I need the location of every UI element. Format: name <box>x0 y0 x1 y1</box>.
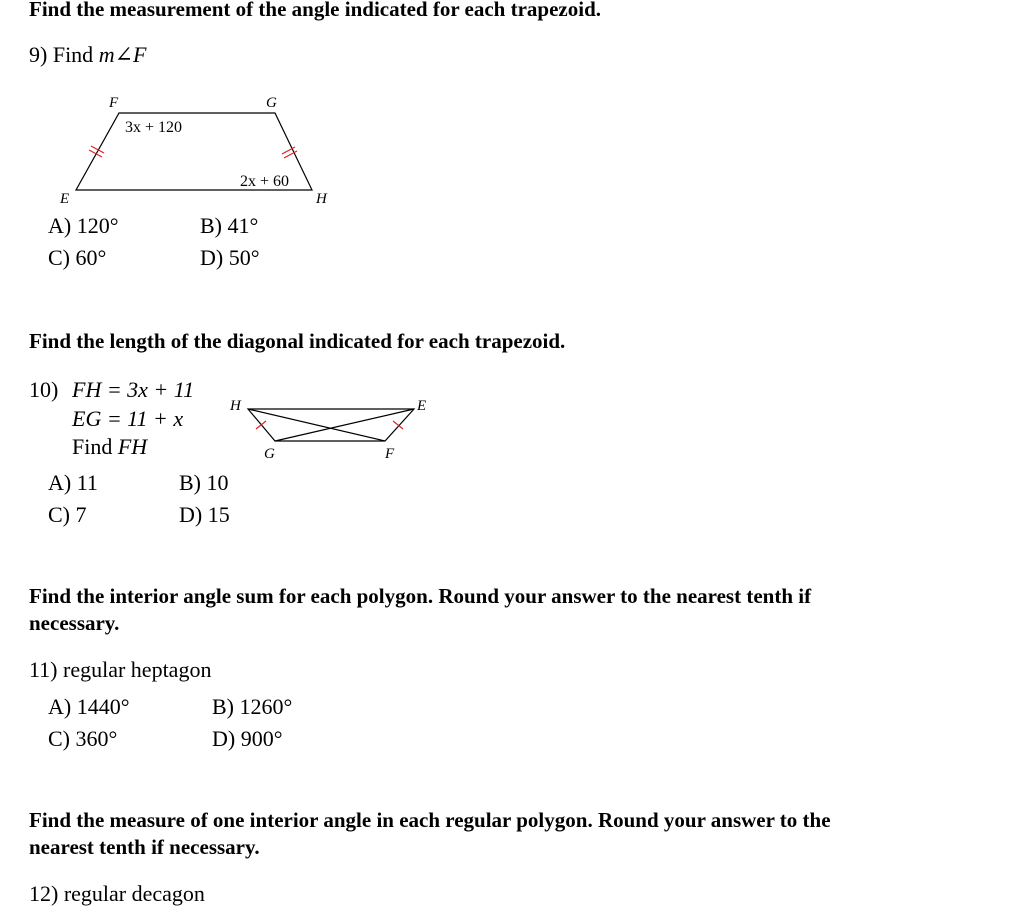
trapezoid-shape <box>248 409 414 441</box>
choice-c: C) 360° <box>48 726 118 751</box>
vertex-label-h: H <box>230 398 241 414</box>
choice-b: B) 41° <box>200 213 259 238</box>
vertex-label-g: G <box>266 95 277 111</box>
section-heading-angle-trapezoid: Find the measurement of the angle indicated for each trapezoid. <box>29 0 601 21</box>
section-heading-one-interior-angle: Find the measure of one interior angle in each regular polygon. Round your answer to the <box>29 808 831 832</box>
choice-a: A) 1440° <box>48 694 130 719</box>
section-heading-interior-sum-line2: necessary. <box>29 611 120 635</box>
vertex-label-e: E <box>60 191 70 207</box>
choice-c: C) 7 <box>48 502 87 527</box>
prompt-text: Find <box>52 42 99 67</box>
choice-b: B) 10 <box>179 470 229 495</box>
trapezoid-figure-hegf <box>0 0 460 470</box>
choice-d: D) 50° <box>200 245 260 270</box>
prompt-text: regular decagon <box>63 881 205 906</box>
angle-label-h: 2x + 60 <box>240 173 290 190</box>
problem-10-number: 10) <box>29 377 59 402</box>
given-eg: EG = 11 + x <box>72 406 184 431</box>
choice-c: C) 60° <box>48 245 107 270</box>
find-text: Find <box>72 434 118 459</box>
vertex-label-e: E <box>417 398 427 414</box>
vertex-label-f: F <box>385 446 395 462</box>
section-heading-interior-sum: Find the interior angle sum for each polygon. Round your answer to the nearest tenth if <box>29 584 812 608</box>
diagonal-he <box>248 409 385 441</box>
section-heading-one-interior-angle-line2: nearest tenth if necessary. <box>29 835 260 859</box>
prompt-text: regular heptagon <box>63 657 212 682</box>
vertex-label-h: H <box>316 191 327 207</box>
choice-a: A) 120° <box>48 213 119 238</box>
given-fh: FH = 3x + 11 <box>72 377 195 402</box>
problem-12-prompt <box>29 881 205 907</box>
choice-d: D) 900° <box>212 726 283 751</box>
choice-d: D) 15 <box>179 502 230 527</box>
section-heading-diagonal-trapezoid: Find the length of the diagonal indicated for each trapezoid. <box>29 329 566 353</box>
prompt-math: m∠F <box>98 42 147 67</box>
angle-label-f: 3x + 120 <box>125 119 183 136</box>
choice-a: A) 11 <box>48 470 98 495</box>
problem-number: 12) <box>29 881 59 906</box>
choice-b: B) 1260° <box>212 694 293 719</box>
diagonal-eg <box>275 409 414 441</box>
problem-number: 11) <box>29 657 58 682</box>
find-math: FH <box>117 434 148 459</box>
vertex-label-g: G <box>264 446 275 462</box>
vertex-label-f: F <box>109 95 119 111</box>
problem-number: 9) <box>29 42 48 67</box>
problem-11-prompt <box>29 657 211 683</box>
